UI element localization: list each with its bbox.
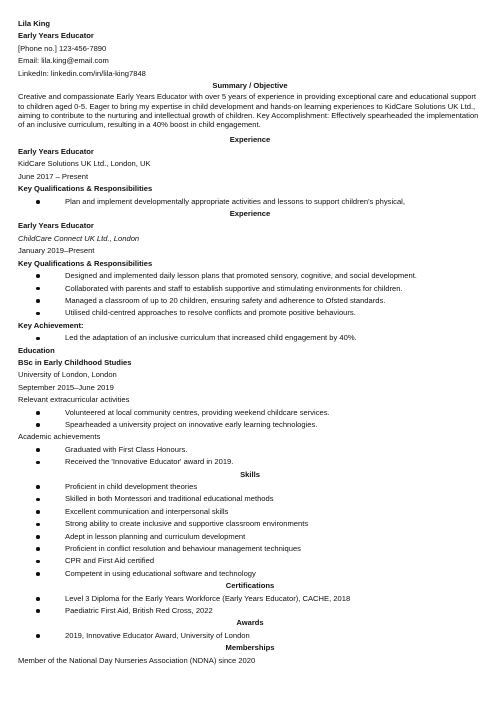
experience-section-1 [18,134,482,208]
list-item: Received the 'Innovative Educator' award in 2019. [18,456,482,468]
awards-section [18,617,482,642]
extracurricular-label: Relevant extracurricular activities [18,395,130,405]
certifications-heading: Certifications [225,581,275,591]
experience-company-1: KidCare Solutions UK Ltd., London, UK [18,159,151,169]
experience-heading-2: Experience [229,209,271,219]
phone-line: [Phone no.] 123-456-7890 [18,43,107,53]
summary-heading: Summary / Objective [212,81,288,91]
list-item: Led the adaptation of an inclusive curriculum that increased child engagement by 40%. [18,332,482,344]
experience-role-1: Early Years Educator [18,147,94,157]
experience-bullets-1 [18,196,482,208]
list-item: Collaborated with parents and staff to establish supportive and stimulating environments for children. [18,283,482,295]
list-item: Volunteered at local community centres, providing weekend childcare services. [18,407,482,419]
list-item: CPR and First Aid certified [18,555,482,567]
experience-company-2: ChildCare Connect UK Ltd., London [18,233,140,243]
list-item: 2019, Innovative Educator Award, University of London [18,630,482,642]
summary-text: Creative and compassionate Early Years Educator with over 5 years of experience in providing exceptional care and educational support to children aged 0-5. Eager to bring my expertise in child development and hands-on learning experiences to KidCare Solutions UK Ltd., aiming to contribute to the nurturing and intellectual growth of children. Key Accomplishment: Effectively spearheaded the implementation of an inclusive curriculum, resulting in a 40% boost in child engagement. [18,92,479,130]
experience-dates-1: June 2017 – Present [18,171,89,181]
candidate-name: Lila King [18,19,51,28]
list-item: Competent in using educational software and technology [18,568,482,580]
key-achievement-list [18,332,482,344]
certifications-section [18,580,482,617]
awards-heading: Awards [236,618,264,628]
list-item: Excellent communication and interpersonal skills [18,506,482,518]
list-item: Level 3 Diploma for the Early Years Workforce (Early Years Educator), CACHE, 2018 [18,593,482,605]
list-item: Proficient in child development theories [18,481,482,493]
email-line: Email: lila.king@email.com [18,56,109,66]
contact-block [18,18,482,80]
experience-subheading-1: Key Qualifications & Responsibilities [18,184,153,194]
list-item: Proficient in conflict resolution and behaviour management techniques [18,543,482,555]
academic-achievements-label: Academic achievements [18,432,101,442]
list-item: Spearheaded a university project on innovative early learning technologies. [18,419,482,431]
experience-dates-2: January 2019–Present [18,246,95,256]
list-item: Utilised child-centred approaches to resolve conflicts and promote positive behaviours. [18,307,482,319]
skills-section [18,469,482,581]
education-heading: Education [18,345,55,355]
memberships-text: Member of the National Day Nurseries Association (NDNA) since 2020 [18,655,256,665]
list-item: Strong ability to create inclusive and supportive classroom environments [18,518,482,530]
list-item: Managed a classroom of up to 20 children, ensuring safety and adherence to Ofsted standards. [18,295,482,307]
experience-bullets-2 [18,270,482,320]
experience-heading-1: Experience [229,134,271,144]
awards-list [18,630,482,642]
key-achievement-heading: Key Achievement: [18,320,84,330]
list-item: Designed and implemented daily lesson plans that promoted sensory, cognitive, and social development. [18,270,482,282]
linkedin-line: LinkedIn: linkedin.com/in/lila-king7848 [18,68,146,78]
candidate-title: Early Years Educator [18,31,94,41]
education-section [18,345,482,469]
list-item: Graduated with First Class Honours. [18,444,482,456]
list-item: Paediatric First Aid, British Red Cross, 2022 [18,605,482,617]
memberships-section [18,642,482,667]
education-dates: September 2015–June 2019 [18,382,114,392]
education-degree: BSc in Early Childhood Studies [18,357,132,367]
experience-section-2 [18,208,482,344]
experience-role-2: Early Years Educator [18,221,94,231]
certifications-list [18,593,482,618]
summary-section [18,80,482,130]
experience-subheading-2: Key Qualifications & Responsibilities [18,258,153,268]
academic-achievements-list [18,444,482,469]
skills-list [18,481,482,580]
skills-heading: Skills [240,469,260,479]
list-item: Skilled in both Montessori and traditional educational methods [18,493,482,505]
education-school: University of London, London [18,370,117,380]
extracurricular-list [18,407,482,432]
memberships-heading: Memberships [225,643,275,653]
list-item: Plan and implement developmentally appropriate activities and lessons to support children's physical, [18,196,482,208]
list-item: Adept in lesson planning and curriculum development [18,531,482,543]
